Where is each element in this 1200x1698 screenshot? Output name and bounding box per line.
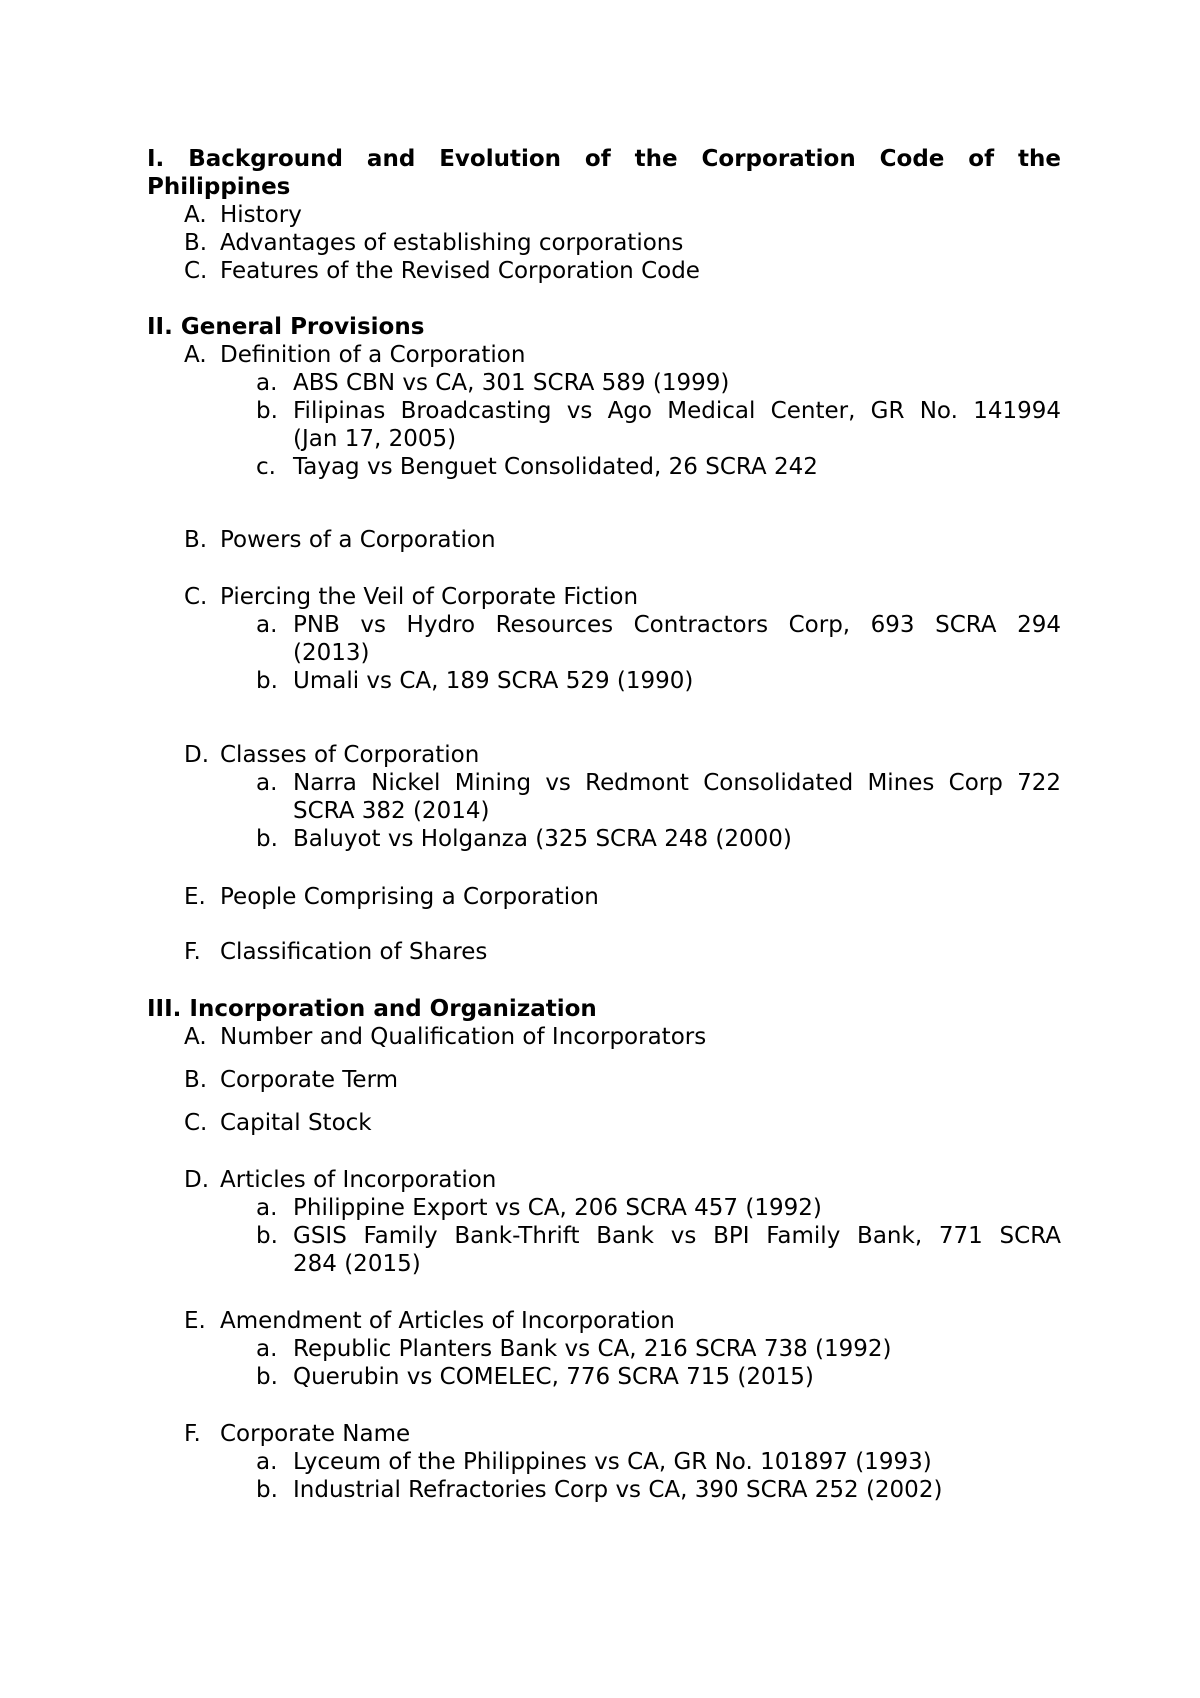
case-label: b. (256, 668, 278, 694)
section-heading: II. General Provisions (147, 314, 425, 340)
item-text: Powers of a Corporation (220, 527, 496, 553)
item-label: E. (184, 1308, 206, 1334)
case-citation: Lyceum of the Philippines vs CA, GR No. 101897 (1993) (293, 1449, 932, 1475)
case-label: a. (256, 770, 278, 796)
item-text: Definition of a Corporation (220, 342, 526, 368)
case-label: a. (256, 1336, 278, 1362)
item-label: D. (184, 1167, 210, 1193)
item-text: Amendment of Articles of Incorporation (220, 1308, 675, 1334)
case-citation: Querubin vs COMELEC, 776 SCRA 715 (2015) (293, 1364, 814, 1390)
case-citation: Philippine Export vs CA, 206 SCRA 457 (1992) (293, 1195, 822, 1221)
case-citation: ABS CBN vs CA, 301 SCRA 589 (1999) (293, 370, 730, 396)
item-label: C. (184, 1110, 208, 1136)
item-label: E. (184, 884, 206, 910)
section-heading: III. Incorporation and Organization (147, 996, 597, 1022)
case-label: b. (256, 1223, 278, 1249)
item-text: People Comprising a Corporation (220, 884, 599, 910)
item-label: F. (184, 1421, 201, 1447)
case-label: b. (256, 398, 278, 424)
item-text: Corporate Term (220, 1067, 399, 1093)
item-text: Capital Stock (220, 1110, 372, 1136)
item-label: B. (184, 1067, 208, 1093)
item-label: C. (184, 258, 208, 284)
case-label: a. (256, 370, 278, 396)
case-citation: Baluyot vs Holganza (325 SCRA 248 (2000) (293, 826, 792, 852)
case-citation: GSIS Family Bank-Thrift Bank vs BPI Family Bank, 771 SCRA (293, 1223, 1061, 1249)
case-citation: Tayag vs Benguet Consolidated, 26 SCRA 242 (293, 454, 818, 480)
item-text: Classes of Corporation (220, 742, 480, 768)
case-label: a. (256, 612, 278, 638)
item-label: A. (184, 202, 207, 228)
item-label: D. (184, 742, 210, 768)
case-citation: Filipinas Broadcasting vs Ago Medical Center, GR No. 141994 (293, 398, 1061, 424)
section-heading: I. Background and Evolution of the Corporation Code of the (147, 146, 1061, 172)
case-label: a. (256, 1449, 278, 1475)
item-text: Piercing the Veil of Corporate Fiction (220, 584, 639, 610)
item-text: Features of the Revised Corporation Code (220, 258, 700, 284)
case-label: b. (256, 1364, 278, 1390)
case-label: b. (256, 1477, 278, 1503)
case-citation-continued: SCRA 382 (2014) (293, 798, 490, 824)
item-text: Advantages of establishing corporations (220, 230, 684, 256)
item-label: B. (184, 527, 208, 553)
item-label: A. (184, 342, 207, 368)
item-text: Number and Qualification of Incorporators (220, 1024, 707, 1050)
item-label: C. (184, 584, 208, 610)
item-text: History (220, 202, 302, 228)
item-label: A. (184, 1024, 207, 1050)
case-citation-continued: (Jan 17, 2005) (293, 426, 457, 452)
case-citation: Republic Planters Bank vs CA, 216 SCRA 738 (1992) (293, 1336, 892, 1362)
item-label: F. (184, 939, 201, 965)
item-text: Corporate Name (220, 1421, 411, 1447)
case-label: a. (256, 1195, 278, 1221)
case-label: b. (256, 826, 278, 852)
case-citation: Umali vs CA, 189 SCRA 529 (1990) (293, 668, 694, 694)
case-citation: Industrial Refractories Corp vs CA, 390 SCRA 252 (2002) (293, 1477, 943, 1503)
section-heading-continued: Philippines (147, 174, 291, 200)
case-citation: PNB vs Hydro Resources Contractors Corp, 693 SCRA 294 (293, 612, 1061, 638)
case-citation: Narra Nickel Mining vs Redmont Consolidated Mines Corp 722 (293, 770, 1061, 796)
case-label: c. (256, 454, 276, 480)
item-label: B. (184, 230, 208, 256)
case-citation-continued: 284 (2015) (293, 1251, 421, 1277)
item-text: Articles of Incorporation (220, 1167, 497, 1193)
item-text: Classification of Shares (220, 939, 488, 965)
case-citation-continued: (2013) (293, 640, 370, 666)
